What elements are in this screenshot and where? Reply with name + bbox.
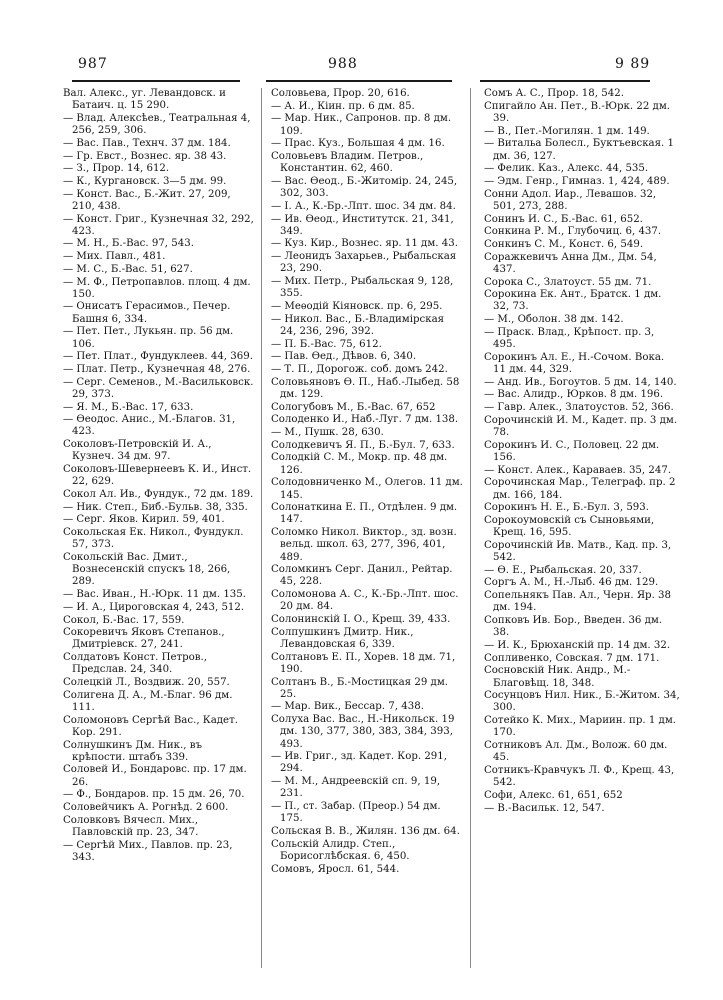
directory-entry: — Конст. Григ., Кузнечная 32, 292, 423. xyxy=(63,213,254,237)
directory-entry: Соловьевъ Владим. Петров., Константин. 62, 460. xyxy=(271,151,424,175)
directory-entry: — З., Прор. 14, 612. xyxy=(63,163,170,175)
directory-entry: Вал. Алекс., уг. Левандовск. и Батаич. ц. 15 290. xyxy=(63,88,226,112)
directory-entry: Соловейчикъ А. Рогнѣд. 2 600. xyxy=(63,802,229,814)
directory-entry: — Мар. Ник., Сапронов. пр. 8 дм. 109. xyxy=(271,113,452,137)
directory-entry: Солодкевичъ Я. П., Б.-Бул. 7, 633. xyxy=(271,439,455,451)
directory-entry: Спигайло Ан. Пет., В.-Юрк. 22 дм. 39. xyxy=(484,100,670,124)
directory-entry: Солецкій Л., Воздвиж. 20, 557. xyxy=(63,677,230,689)
directory-entry: Сорока С., Златоуст. 55 дм. 71. xyxy=(484,276,652,288)
directory-entry: — Я. М., Б.-Вас. 17, 633. xyxy=(63,401,194,413)
directory-entry: — И. А., Цироговская 4, 243, 512. xyxy=(63,601,245,613)
directory-entry: Солпушкинъ Дмитр. Ник., Левандовская 6, 339. xyxy=(271,626,414,650)
directory-entry: — Ив. Григ., зд. Кадет. Кор. 291, 294. xyxy=(271,751,448,775)
directory-entry: — Т. П., Дорогож. соб. домъ 242. xyxy=(271,363,448,375)
directory-entry: Соломкинъ Серг. Данил., Рейтар. 45, 228. xyxy=(271,564,453,588)
directory-entry: — Ив. Ѳеод., Институтск. 21, 341, 349. xyxy=(271,213,454,237)
column-divider xyxy=(470,88,471,968)
directory-entry: — Сергѣй Мих., Павлов. пр. 23, 343. xyxy=(63,839,233,863)
directory-entry: Сокоревичъ Яковъ Степанов., Дмитріевск. 27, 241. xyxy=(63,627,225,651)
directory-entry: — Куз. Кир., Вознес. яр. 11 дм. 43. xyxy=(271,238,458,250)
directory-entry: Сорокоумовскій съ Сыновьями, Крещ. 16, 595. xyxy=(484,514,655,539)
directory-entry: — Ѳ. Е., Рыбальская. 20, 337. xyxy=(484,564,642,576)
directory-entry: Соловьяновъ Ѳ. П., Наб.-Лыбед. 58 дм. 129. xyxy=(271,376,460,400)
directory-entry: Сорокинъ Н. Е., Б.-Бул. 3, 593. xyxy=(484,502,649,514)
directory-entry: Солодовниченко М., Олегов. 11 дм. 145. xyxy=(271,477,463,501)
directory-entry: — І. А., К.-Бр.-Лпт. шос. 34 дм. 84. xyxy=(271,200,456,212)
directory-entry: — В., Пет.-Могилян. 1 дм. 149. xyxy=(484,125,650,137)
directory-entry: — Онисатъ Герасимов., Печер. Башня 6, 334. xyxy=(63,301,231,325)
directory-column-1 xyxy=(63,88,255,865)
directory-entry: Сокол Ал. Ив., Фундук., 72 дм. 189. xyxy=(63,489,254,500)
directory-entry: Солдатовъ Конст. Петров., Предслав. 24, 340. xyxy=(63,652,208,676)
directory-entry: Сотникъ-Кравчукъ Л. Ф., Крещ. 43, 542. xyxy=(484,764,675,789)
directory-entry: — М., Пушк. 28, 630. xyxy=(271,426,384,438)
directory-entry: Соколовъ-Шевернеевъ К. И., Инст. 22, 629. xyxy=(63,464,252,488)
directory-entry: — Ф., Бондаров. пр. 15 дм. 26, 70. xyxy=(63,789,245,801)
directory-entry: Сонинъ И. С., Б.-Вас. 61, 652. xyxy=(484,213,643,225)
directory-entry: — Анд. Ив., Богоутов. 5 дм. 14, 140. xyxy=(484,376,677,388)
directory-entry: Сосунцовъ Нил. Ник., Б.-Житом. 34, 300. xyxy=(484,690,680,714)
directory-entry: — Меѳодій Кіяновск. пр. 6, 295. xyxy=(271,300,443,312)
directory-entry: — Гавр. Алек., Златоустов. 52, 366. xyxy=(484,402,674,414)
directory-entry: Сольскій Алидр. Степ., Борисоглѣбская. 6, 450. xyxy=(271,838,410,862)
directory-entry: Сотниковъ Ал. Дм., Волож. 60 дм. 45. xyxy=(484,740,668,764)
directory-entry: — Пет. Плат., Фундуклеев. 44, 369. xyxy=(63,351,253,363)
directory-entry: Сорокинъ Ал. Е., Н.-Сочом. Вока. 11 дм. 44, 329. xyxy=(484,351,665,375)
directory-entry: — Мих. Петр., Рыбальская 9, 128, 355. xyxy=(271,276,454,300)
header-rule-left xyxy=(72,80,240,82)
directory-entry: — Конст. Вас., Б.-Жит. 27, 209, 210, 438. xyxy=(63,188,231,212)
directory-entry: Сокольская Ек. Никол., Фундукл. 57, 373. xyxy=(63,527,244,551)
directory-entry: — Эдм. Генр., Гимназ. 1, 424, 489. xyxy=(484,175,670,187)
directory-entry: Соломонова А. С., К.-Бр.-Лпт. шос. 20 дм. 84. xyxy=(271,589,459,613)
directory-entry: Сопливенко, Совская. 7 дм. 171. xyxy=(484,652,660,664)
directory-entry: — П., ст. Забар. (Преор.) 54 дм. 175. xyxy=(271,801,441,825)
directory-entry: — М. Ф., Петропавлов. площ. 4 дм. 150. xyxy=(63,276,251,300)
directory-entry: — М. С., Б.-Вас. 51, 627. xyxy=(63,263,193,275)
page-number-left: 987 xyxy=(78,56,108,72)
directory-entry: Софи, Алекс. 61, 651, 652 xyxy=(484,789,623,801)
directory-entry: Солоденко И., Наб.-Луг. 7 дм. 138. xyxy=(271,414,459,426)
directory-entry: Соломоновъ Сергѣй Вас., Кадет. Кор. 291. xyxy=(63,714,238,738)
directory-entry: Сорочинскій И. М., Кадет. пр. 3 дм. 78. xyxy=(484,414,678,438)
directory-entry: Сомовъ, Яросл. 61, 544. xyxy=(271,863,400,875)
directory-entry: — М. Н., Б.-Вас. 97, 543. xyxy=(63,238,194,250)
directory-entry: — Витальа Болесл., Буктъевская. 1 дм. 36, 127. xyxy=(484,138,675,162)
directory-entry: — В.-Васильк. 12, 547. xyxy=(484,802,605,814)
page-number-right: 9 89 xyxy=(615,56,651,72)
directory-entry: Соловьева, Прор. 20, 616. xyxy=(271,88,410,99)
directory-entry: Соломко Никол. Виктор., зд. возн. вельд. школ. 63, 277, 396, 401, 489. xyxy=(271,527,457,563)
directory-entry: Сонкинъ С. М., Конст. 6, 549. xyxy=(484,238,644,250)
directory-entry: — Вас. Ѳеод., Б.-Житомір. 24, 245, 302, 303. xyxy=(271,175,458,200)
directory-entry: Сонни Адол. Иар., Левашов. 32, 501, 273, 288. xyxy=(484,188,657,212)
directory-entry: Солтанъ В., Б.-Мостицкая 29 дм. 25. xyxy=(271,676,448,700)
directory-entry: — Серг. Семенов., М.-Васильковск. 29, 373. xyxy=(63,376,254,400)
directory-entry: — Фелик. Каз., Алекс. 44, 535. xyxy=(484,163,649,175)
directory-entry: Солонинскій І. О., Крещ. 39, 433. xyxy=(271,614,451,626)
directory-entry: Сомъ А. С., Прор. 18, 542. xyxy=(484,88,624,99)
directory-entry: Солнушкинъ Дм. Ник., въ крѣпости. штабъ 339. xyxy=(63,739,202,763)
directory-entry: Солуха Вас. Вас., Н.-Никольск. 19 дм. 130, 377, 380, 383, 384, 393, 493. xyxy=(271,714,455,750)
directory-entry: — Конст. Алек., Караваев. 35, 247. xyxy=(484,464,672,476)
directory-entry: Солодкій С. М., Мокр. пр. 48 дм. 126. xyxy=(271,452,448,476)
directory-entry: Соколовъ-Петровскій И. А., Кузнеч. 34 дм. 97. xyxy=(63,439,212,463)
directory-entry: — Пет. Пет., Лукьян. пр. 56 дм. 106. xyxy=(63,326,234,350)
directory-entry: — Праск. Влад., Крѣпост. пр. 3, 495. xyxy=(484,326,655,351)
directory-entry: — Серг. Яков. Кирил. 59, 401. xyxy=(63,514,225,526)
directory-entry: Сорокина Ек. Ант., Братск. 1 дм. 32, 73. xyxy=(484,289,662,313)
directory-entry: — А. И., Кіин. пр. 6 дм. 85. xyxy=(271,100,415,112)
directory-entry: — Вас. Алидр., Юрков. 8 дм. 196. xyxy=(484,389,664,401)
header-rule-center xyxy=(266,80,452,82)
directory-entry: Сотейко К. Мих., Мариин. пр. 1 дм. 170. xyxy=(484,715,676,739)
directory-entry: — П. Б.-Вас. 75, 612. xyxy=(271,338,382,350)
directory-entry: Сосновскій Ник. Андр., М.-Благовѣщ. 18, 348. xyxy=(484,665,631,689)
directory-entry: — Пав. Ѳед., Дѣвов. 6, 340. xyxy=(271,351,417,363)
directory-entry: — Прас. Куз., Большая 4 дм. 16. xyxy=(271,138,445,150)
directory-entry: — Вас. Иван., Н.-Юрк. 11 дм. 135. xyxy=(63,589,247,601)
directory-entry: Сольская В. В., Жилян. 136 дм. 64. xyxy=(271,825,460,837)
directory-entry: Соражкевичъ Анна Дм., Дм. 54, 437. xyxy=(484,251,657,275)
directory-entry: — Никол. Вас., Б.-Владимірская 24, 236, 296, 392. xyxy=(271,313,445,337)
directory-entry: — Мих. Павл., 481. xyxy=(63,251,166,263)
directory-entry: Сопковъ Ив. Бор., Введен. 36 дм. 38. xyxy=(484,615,663,639)
directory-entry: — Ѳеодос. Анис., М.-Благов. 31, 423. xyxy=(63,414,236,438)
directory-entry: — М., Оболон. 38 дм. 142. xyxy=(484,314,624,326)
column-divider xyxy=(261,88,262,968)
directory-entry: Сорокинъ И. С., Половец. 22 дм. 156. xyxy=(484,439,660,463)
directory-entry: — Леонидъ Захарьев., Рыбальская 23, 290. xyxy=(271,251,457,275)
directory-entry: — Плат. Петр., Кузнечная 48, 276. xyxy=(63,363,251,375)
directory-entry: Солтановъ Е. П., Хорев. 18 дм. 71, 190. xyxy=(271,651,456,675)
directory-entry: Сокол, Б.-Вас. 17, 559. xyxy=(63,614,185,626)
directory-entry: Соловей И., Бондаровс. пр. 17 дм. 26. xyxy=(63,764,247,788)
page-number-center: 988 xyxy=(328,56,358,72)
directory-entry: Соргъ А. М., Н.-Лыб. 46 дм. 129. xyxy=(484,577,659,589)
directory-entry: Солигена Д. А., М.-Благ. 96 дм. 111. xyxy=(63,689,233,713)
directory-entry: — Влад. Алексѣев., Театральная 4, 256, 259, 306. xyxy=(63,112,251,137)
directory-entry: — Ник. Степ., Биб.-Бульв. 38, 335. xyxy=(63,501,248,513)
header-rule-right xyxy=(480,80,650,82)
directory-entry: Сонкина Р. М., Глубочиц. 6, 437. xyxy=(484,226,662,238)
directory-entry: — Мар. Вик., Бессар. 7, 438. xyxy=(271,701,424,713)
directory-entry: Сологубовъ М., Б.-Вас. 67, 652 xyxy=(271,401,436,413)
directory-entry: — М. М., Андреевскій сп. 9, 19, 231. xyxy=(271,776,441,800)
directory-column-3 xyxy=(484,88,680,815)
directory-column-2 xyxy=(271,88,463,876)
directory-entry: — Вас. Пав., Технч. 37 дм. 184. xyxy=(63,137,231,149)
directory-entry: Сокольскій Вас. Дмит., Вознесенскій спускъ 18, 266, 289. xyxy=(63,552,231,588)
directory-entry: — И. К., Брюханскій пр. 14 дм. 32. xyxy=(484,639,671,651)
directory-entry: Сорочинскій Ив. Матв., Кад. пр. 3, 542. xyxy=(484,539,672,564)
directory-entry: Соловковъ Вячесл. Мих., Павловскій пр. 23, 347. xyxy=(63,814,199,838)
directory-entry: — Гр. Евст., Вознес. яр. 38 43. xyxy=(63,150,227,162)
directory-entry: — К., Кургановск. 3—5 дм. 99. xyxy=(63,175,227,187)
directory-entry: Солонаткина Е. П., Отдѣлен. 9 дм. 147. xyxy=(271,502,458,526)
directory-entry: Сопельнякъ Пав. Ал., Черн. Яр. 38 дм. 194. xyxy=(484,590,672,614)
directory-entry: Сорочинская Мар., Телеграф. пр. 2 дм. 166, 184. xyxy=(484,477,676,501)
